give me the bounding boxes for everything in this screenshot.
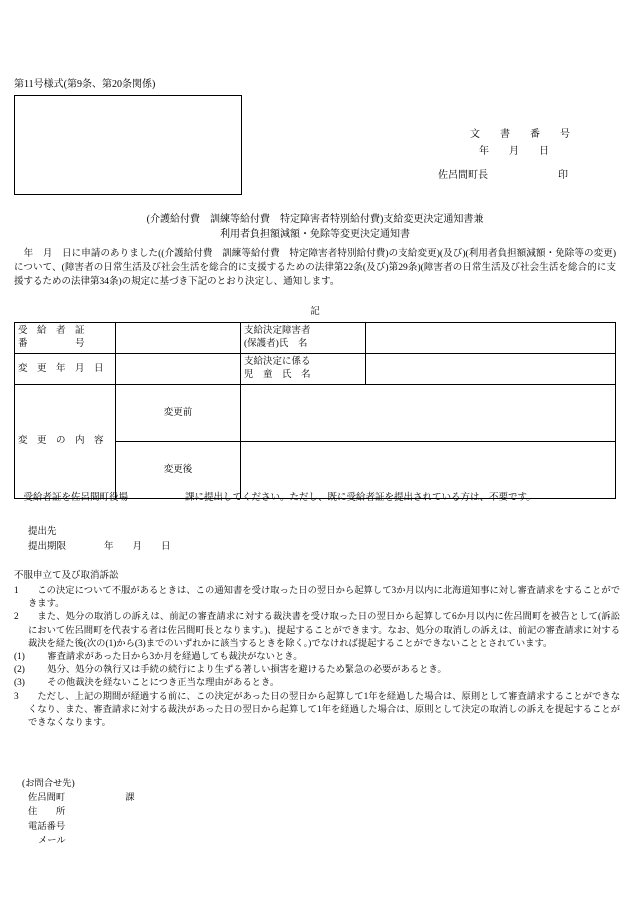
body-paragraph: 年 月 日に申請のありました((介護給付費 訓練等給付費 特定障害者特別給付費)の支給変更)(及び)(利用者負担額減額・免除等の変更)について、(障害者の日常生活及び社会生活を総合的に支援するための法律第22条(及び)第29条)(障害者の日常生活及び社会生活を総合的に支援するための法律第34条)の規定に基づき下記のとおり決定し、通知します。 (14, 249, 616, 287)
list-item-number: 2 (14, 612, 19, 623)
contact-department: 課 (125, 793, 135, 803)
seal-mark: 印 (558, 170, 568, 181)
stamp-box (14, 95, 242, 195)
change-date-value[interactable] (116, 354, 241, 385)
list-item-text: 審査請求があった日から3か月を経過しても裁決がないとき。 (38, 651, 303, 662)
after-change-value[interactable] (241, 442, 616, 499)
list-item-text: この決定について不服があるときは、この通知書を受け取った日の翌日から起算して3か月以内に北海道知事に対し審査請求をすることができます。 (28, 586, 620, 610)
after-change-label: 変更後 (116, 442, 241, 499)
issuer-line (438, 169, 568, 183)
contact-mail-label: メール (38, 836, 66, 847)
decision-table (14, 322, 616, 499)
list-item (14, 664, 620, 677)
list-item (14, 651, 620, 664)
document-title-line1: (介護給付費 訓練等給付費 特定障害者特別給付費)支給変更決定通知書兼 (146, 214, 484, 225)
list-item-number: (2) (14, 665, 25, 676)
table-row (15, 323, 616, 354)
child-name-label: 支給決定に係る 児 童 氏 名 (241, 354, 366, 385)
contact-town: 佐呂間町 (28, 793, 66, 803)
submit-deadline-label: 提出期限 年 月 日 (28, 542, 171, 552)
beneficiary-name-value[interactable] (366, 323, 616, 354)
list-item-text: その他裁決を経ないことにつき正当な理由があるとき。 (38, 678, 280, 689)
table-row (15, 354, 616, 385)
list-item-text: 処分、処分の執行又は手続の続行により生ずる著しい損害を避けるため緊急の必要があるとき。 (38, 665, 447, 676)
list-item-number: 1 (14, 586, 19, 596)
cert-submission-note: 受給者証を佐呂間町役場 課に提出してください。ただし、既に受給者証を提出されている方は、不要です。 (14, 493, 536, 503)
ki-marker: 記 (310, 307, 320, 317)
list-item (14, 691, 620, 731)
contact-phone-label: 電話番号 (28, 821, 66, 832)
recipient-cert-number-label: 受 給 者 証 番 号 (15, 323, 116, 354)
list-item-text: また、処分の取消しの訴えは、前記の審査請求に対する裁決書を受け取った日の翌日から起算して6か月以内に佐呂間町を被告として(訴訟において佐呂間町を代表する者は佐呂間町長となります。)、提起することができます。なお、処分の取消しの訴えは、前記の審査請求に対する裁決を経た後(次の(1)から(3)までのいずれかに該当するときを除く。)でなければ提起することができないこととされています。 (28, 612, 620, 649)
date-label: 年 月 日 (479, 146, 549, 157)
list-item-number: 3 (14, 691, 19, 702)
change-content-label: 変 更 の 内 容 (15, 385, 116, 499)
table-row (15, 385, 616, 442)
submit-to-label: 提出先 (28, 527, 57, 537)
change-date-label: 変 更 年 月 日 (15, 354, 116, 385)
list-item (14, 677, 620, 690)
appeal-list (14, 585, 620, 730)
contact-address-label: 住 所 (28, 807, 66, 818)
contact-block (28, 791, 135, 849)
list-item-number: (1) (14, 651, 25, 662)
form-number: 第11号様式(第9条、第20条関係) (14, 79, 156, 90)
before-change-value[interactable] (241, 385, 616, 442)
child-name-value[interactable] (366, 354, 616, 385)
list-item (14, 585, 620, 611)
before-change-label: 変更前 (116, 385, 241, 442)
list-item (14, 611, 620, 651)
recipient-cert-number-boxes[interactable] (116, 323, 241, 354)
appeal-section-heading: 不服申立て及び取消訴訟 (14, 571, 119, 581)
document-title-line2: 利用者負担額減額・免除等変更決定通知書 (220, 229, 410, 240)
beneficiary-name-label: 支給決定障害者 (保護者)氏 名 (241, 323, 366, 354)
contact-town-line (28, 791, 135, 805)
list-item-text: ただし、上記の期間が経過する前に、この決定があった日の翌日から起算して1年を経過した場合は、原則として審査請求することができなくなり、また、審査請求に対する裁決があった日の翌日から起算して1年を経過した場合は、原則として決定の取消しの訴えを提起することができなくなります。 (28, 691, 620, 728)
issuer-name: 佐呂間町長 (438, 170, 488, 181)
document-number-label: 文 書 番 号 (470, 129, 570, 140)
contact-heading: (お問合せ先) (22, 779, 75, 789)
list-item-number: (3) (14, 678, 25, 689)
